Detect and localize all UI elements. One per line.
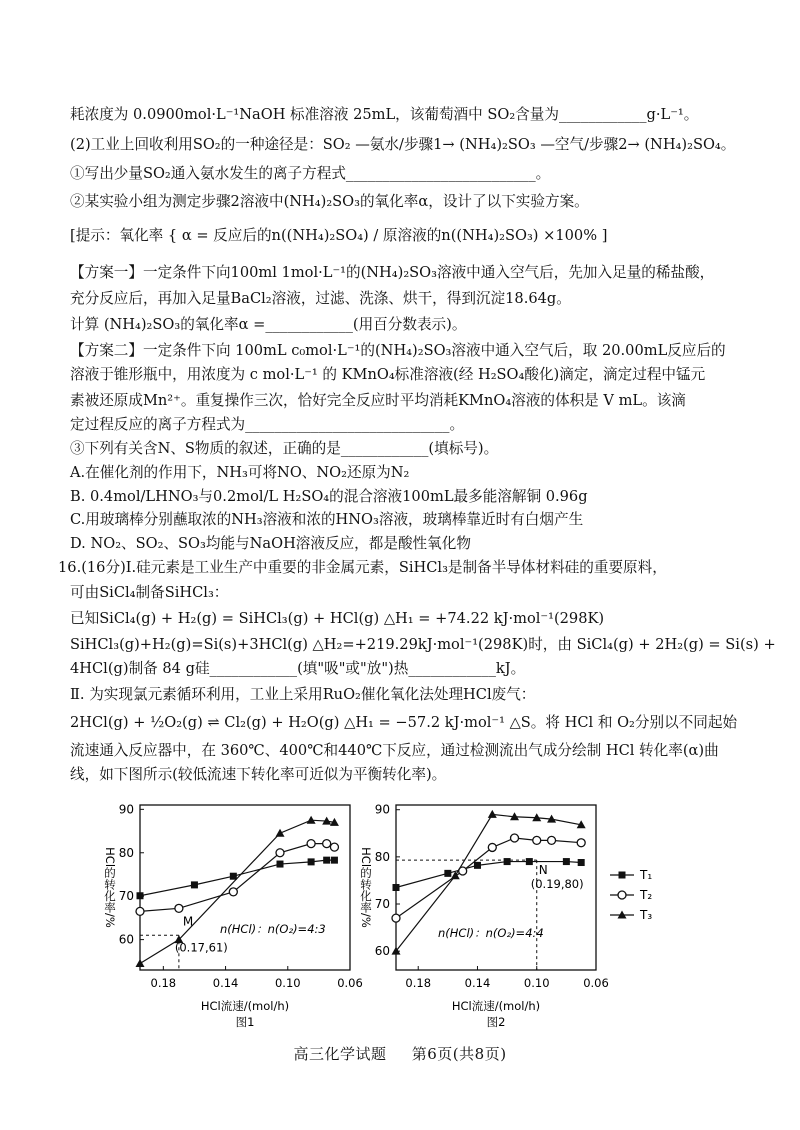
ratio-annotation: n(HCl)：n(O₂)=4:4 bbox=[438, 926, 544, 940]
data-point-square bbox=[230, 873, 237, 880]
data-point-circle bbox=[136, 907, 144, 915]
figure-caption: 图2 bbox=[486, 1015, 506, 1029]
text-line: 定过程反应的离子方程式为____________________________。 bbox=[70, 416, 465, 433]
data-point-square bbox=[578, 859, 585, 866]
x-tick-label: 0.18 bbox=[150, 976, 177, 990]
data-point-square bbox=[393, 884, 400, 891]
x-axis-label: HCl流速/(mol/h) bbox=[451, 999, 541, 1013]
legend-item bbox=[610, 908, 652, 922]
y-tick-label: 90 bbox=[374, 802, 390, 817]
y-tick-label: 60 bbox=[374, 944, 390, 959]
option-c: C.用玻璃棒分别蘸取浓的NH₃溶液和浓的HNO₃溶液，玻璃棒靠近时有白烟产生 bbox=[70, 511, 584, 528]
data-point-square bbox=[474, 862, 481, 869]
data-point-circle bbox=[548, 836, 556, 844]
y-tick-label: 80 bbox=[374, 849, 390, 864]
text-line: 计算 (NH₄)₂SO₃的氧化率α =____________(用百分数表示)。 bbox=[70, 316, 467, 333]
x-tick-label: 0.06 bbox=[337, 976, 363, 990]
data-point-square bbox=[277, 861, 284, 868]
data-point-circle bbox=[488, 843, 496, 851]
text-line: ③下列有关含N、S物质的叙述，正确的是____________(填标号)。 bbox=[70, 440, 499, 457]
chart-1-svg bbox=[92, 795, 362, 1030]
data-point-triangle bbox=[488, 810, 497, 818]
data-point-square bbox=[137, 892, 144, 899]
figure-caption: 图1 bbox=[235, 1015, 255, 1029]
question-16-heading: 16.(16分)Ⅰ.硅元素是工业生产中重要的非金属元素，SiHCl₃是制备半导体材料硅的重要原料， bbox=[58, 559, 667, 576]
data-point-square bbox=[563, 858, 570, 865]
text-line: 耗浓度为 0.0900mol·L⁻¹NaOH 标准溶液 25mL，该葡萄酒中 SO₂含量为____________g·L⁻¹。 bbox=[70, 106, 699, 123]
hint-formula: [提示：氧化率 { α = 反应后的n((NH₄)₂SO₄) / 原溶液的n((NH₄)₂SO₃) ×100% ] bbox=[70, 227, 608, 244]
plot-frame bbox=[140, 805, 350, 970]
option-a: A.在催化剂的作用下，NH₃可将NO、NO₂还原为N₂ bbox=[70, 464, 410, 481]
legend-item bbox=[610, 868, 652, 882]
y-tick-label: 80 bbox=[118, 845, 134, 860]
text-line: 【方案二】一定条件下向 100mL c₀mol·L⁻¹的(NH₄)₂SO₃溶液中通入空气后，取 20.00mL反应后的 bbox=[70, 342, 726, 359]
data-point-circle bbox=[392, 914, 400, 922]
text-line: 充分反应后，再加入足量BaCl₂溶液，过滤、洗涤、烘干，得到沉淀18.64g。 bbox=[70, 290, 571, 307]
y-axis-label: HCl的转化率/% bbox=[103, 847, 117, 928]
data-point-circle bbox=[533, 836, 541, 844]
equation-line: 已知SiCl₄(g) + H₂(g) = SiHCl₃(g) + HCl(g) △H₁ = +74.22 kJ·mol⁻¹(298K) bbox=[70, 610, 605, 627]
y-tick-label: 90 bbox=[118, 802, 134, 817]
text-line: 4HCl(g)制备 84 g硅____________(填"吸"或"放")热____________kJ。 bbox=[70, 660, 526, 677]
data-point-triangle bbox=[136, 959, 145, 967]
text-line: 【方案一】一定条件下向100ml 1mol·L⁻¹的(NH₄)₂SO₃溶液中通入空气后，先加入足量的稀盐酸， bbox=[70, 264, 715, 281]
y-tick-label: 70 bbox=[118, 889, 134, 904]
footer-subject: 高三化学试题 bbox=[293, 1045, 387, 1063]
x-axis-label: HCl流速/(mol/h) bbox=[200, 999, 290, 1013]
data-point-square bbox=[444, 870, 451, 877]
legend-label: T₂ bbox=[640, 888, 653, 902]
y-tick-label: 60 bbox=[118, 932, 134, 947]
point-coordinate: (0.19,80) bbox=[530, 877, 584, 892]
data-point-circle bbox=[307, 840, 315, 848]
option-d: D. NO₂、SO₂、SO₃均能与NaOH溶液反应，都是酸性氧化物 bbox=[70, 535, 471, 552]
x-tick-label: 0.10 bbox=[523, 976, 550, 990]
data-point-circle bbox=[511, 834, 519, 842]
x-tick-label: 0.18 bbox=[405, 976, 432, 990]
x-tick-label: 0.14 bbox=[464, 976, 491, 990]
figure-2 bbox=[359, 795, 676, 1034]
data-point-square bbox=[504, 858, 511, 865]
legend-label: T₃ bbox=[640, 908, 653, 922]
y-tick-label: 70 bbox=[374, 897, 390, 911]
option-b: B. 0.4mol/LHNO₃与0.2mol/L H₂SO₄的混合溶液100mL最多能溶解铜 0.96g bbox=[70, 488, 588, 505]
text-line: (2)工业上回收利用SO₂的一种途径是：SO₂ —氨水/步骤1→ (NH₄)₂SO₃ —空气/步骤2→ (NH₄)₂SO₄。 bbox=[70, 136, 736, 153]
page-footer bbox=[0, 1043, 800, 1064]
data-point-circle bbox=[330, 843, 338, 851]
x-tick-label: 0.10 bbox=[274, 976, 301, 990]
ratio-annotation: n(HCl)：n(O₂)=4:3 bbox=[220, 922, 326, 936]
data-point-triangle bbox=[307, 816, 316, 824]
x-tick-label: 0.14 bbox=[212, 976, 239, 990]
data-point-circle bbox=[175, 904, 183, 912]
data-point-square bbox=[331, 857, 338, 864]
figure-1 bbox=[92, 795, 362, 1034]
text-line: 可由SiCl₄制备SiHCl₃： bbox=[70, 584, 229, 601]
text-line: 素被还原成Mn²⁺。重复操作三次，恰好完全反应时平均消耗KMnO₄溶液的体积是 V mL。该滴 bbox=[70, 392, 686, 409]
legend-item bbox=[610, 888, 652, 902]
data-point-square bbox=[323, 857, 330, 864]
footer-page-number: 第6页(共8页) bbox=[411, 1045, 507, 1063]
text-line: 溶液于锥形瓶中，用浓度为 c mol·L⁻¹ 的 KMnO₄标准溶液(经 H₂SO₄酸化)滴定，滴定过程中锰元 bbox=[70, 366, 706, 383]
text-line: 线，如下图所示(较低流速下转化率可近似为平衡转化率)。 bbox=[70, 766, 447, 783]
text-line: Ⅱ. 为实现氯元素循环利用，工业上采用RuO₂催化氧化法处理HCl废气： bbox=[70, 686, 536, 703]
data-point-circle bbox=[229, 888, 237, 896]
text-line: 流速通入反应器中，在 360℃、400℃和440℃下反应，通过检测流出气成分绘制 HCl 转化率(α)曲 bbox=[70, 742, 719, 759]
equation-line: SiHCl₃(g)+H₂(g)=Si(s)+3HCl(g) △H₂=+219.29kJ·mol⁻¹(298K)时，由 SiCl₄(g) + 2H₂(g) = Si(s) + bbox=[70, 636, 776, 653]
point-label: M bbox=[182, 914, 194, 929]
point-coordinate: (0.17,61) bbox=[174, 940, 228, 955]
chart-2-svg bbox=[359, 795, 676, 1030]
data-point-square bbox=[191, 881, 198, 888]
y-axis-label: HCl的转化率/% bbox=[359, 847, 373, 928]
x-tick-label: 0.06 bbox=[583, 976, 609, 990]
data-point-square bbox=[619, 872, 626, 879]
equation-line: 2HCl(g) + ½O₂(g) ⇌ Cl₂(g) + H₂O(g) △H₁ = −57.2 kJ·mol⁻¹ △S。将 HCl 和 O₂分别以不同起始 bbox=[70, 714, 738, 731]
data-point-square bbox=[526, 858, 533, 865]
text-line: ①写出少量SO₂通入氨水发生的离子方程式__________________________。 bbox=[70, 165, 551, 182]
data-point-circle bbox=[577, 839, 585, 847]
data-point-circle bbox=[618, 891, 626, 899]
data-point-square bbox=[308, 858, 315, 865]
legend-label: T₁ bbox=[640, 868, 653, 882]
data-point-circle bbox=[323, 840, 331, 848]
text-line: ②某实验小组为测定步骤2溶液中(NH₄)₂SO₃的氧化率α，设计了以下实验方案。 bbox=[70, 193, 589, 210]
data-point-circle bbox=[276, 849, 284, 857]
point-label: N bbox=[538, 863, 548, 878]
data-point-triangle bbox=[276, 829, 285, 837]
